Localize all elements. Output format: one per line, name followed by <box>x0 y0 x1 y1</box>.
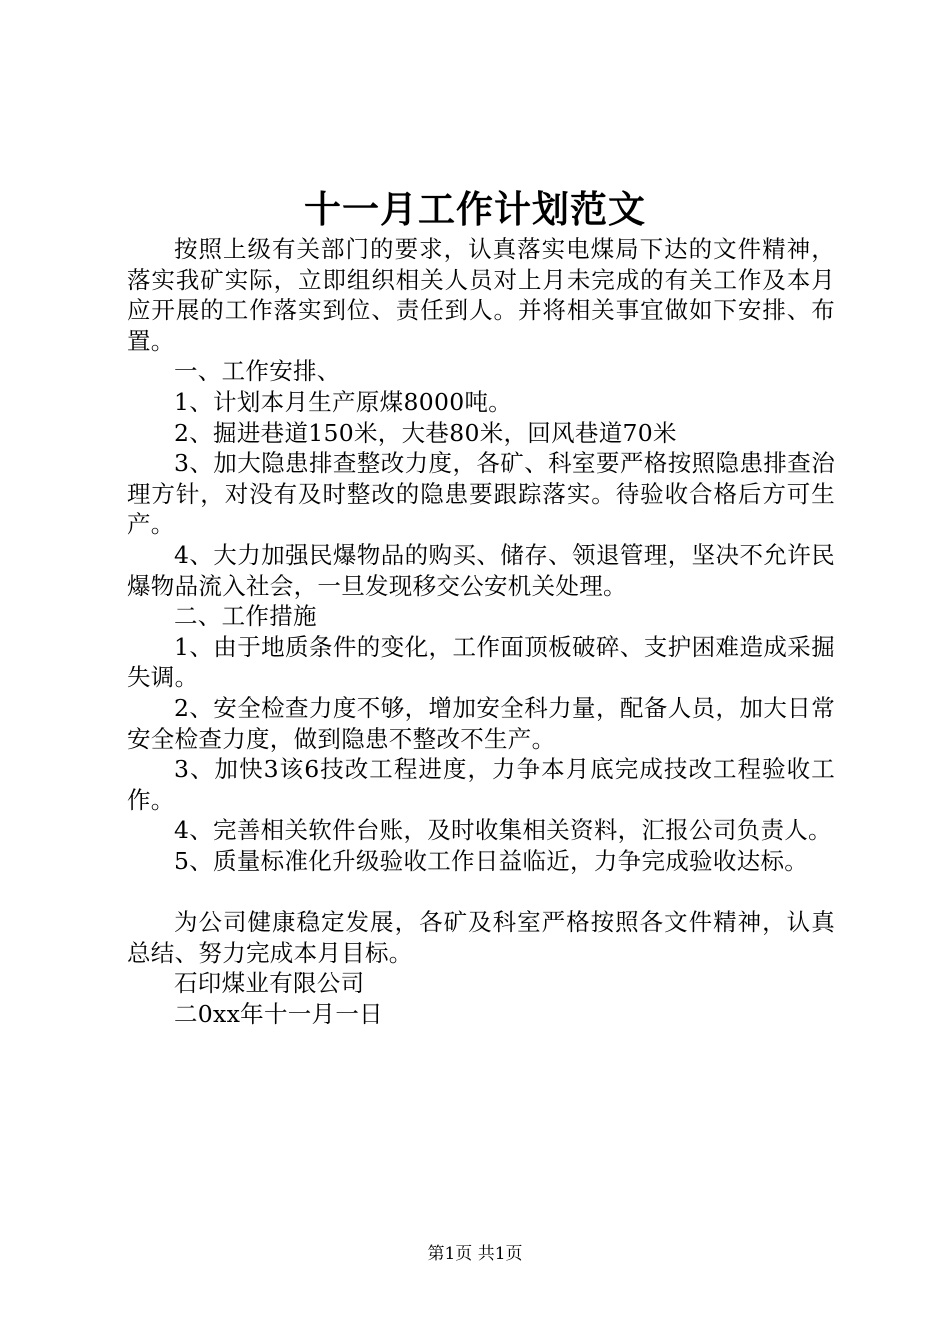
arrangement-item-4: 4、大力加强民爆物品的购买、储存、领退管理，坚决不允许民爆物品流入社会，一旦发现移交公安机关处理。 <box>127 540 835 600</box>
arrangement-item-2: 2、掘进巷道150米，大巷80米，回风巷道70米 <box>174 418 677 447</box>
document-body <box>127 234 835 1029</box>
page-footer: 第1页 共1页 <box>427 1244 523 1264</box>
measure-item-2: 2、安全检查力度不够，增加安全科力量，配备人员，加大日常安全检查力度，做到隐患不整改不生产。 <box>127 693 835 753</box>
blank-line <box>127 876 835 907</box>
measure-item-5: 5、质量标准化升级验收工作日益临近，力争完成验收达标。 <box>174 846 809 875</box>
signature-company: 石印煤业有限公司 <box>174 969 365 998</box>
measure-item-1: 1、由于地质条件的变化，工作面顶板破碎、支护困难造成采掘失调。 <box>127 632 835 692</box>
signature-date: 二0xx年十一月一日 <box>174 999 383 1028</box>
arrangement-item-3: 3、加大隐患排查整改力度，各矿、科室要严格按照隐患排查治理方针，对没有及时整改的隐患要跟踪落实。待验收合格后方可生产。 <box>127 449 835 539</box>
arrangement-item-1: 1、计划本月生产原煤8000吨。 <box>174 387 513 416</box>
intro-paragraph: 按照上级有关部门的要求，认真落实电煤局下达的文件精神，落实我矿实际，立即组织相关人员对上月未完成的有关工作及本月应开展的工作落实到位、责任到人。并将相关事宜做如下安排、布置。 <box>127 235 835 355</box>
closing-paragraph: 为公司健康稳定发展，各矿及科室严格按照各文件精神，认真总结、努力完成本月目标。 <box>127 908 835 967</box>
measure-item-4: 4、完善相关软件台账，及时收集相关资料，汇报公司负责人。 <box>174 816 832 845</box>
section-heading-work-measures: 二、工作措施 <box>174 602 317 631</box>
measure-item-3: 3、加快3该6技改工程进度，力争本月底完成技改工程验收工作。 <box>127 755 835 814</box>
section-heading-work-arrangement: 一、工作安排、 <box>174 357 341 386</box>
document-title: 十一月工作计划范文 <box>304 187 646 231</box>
